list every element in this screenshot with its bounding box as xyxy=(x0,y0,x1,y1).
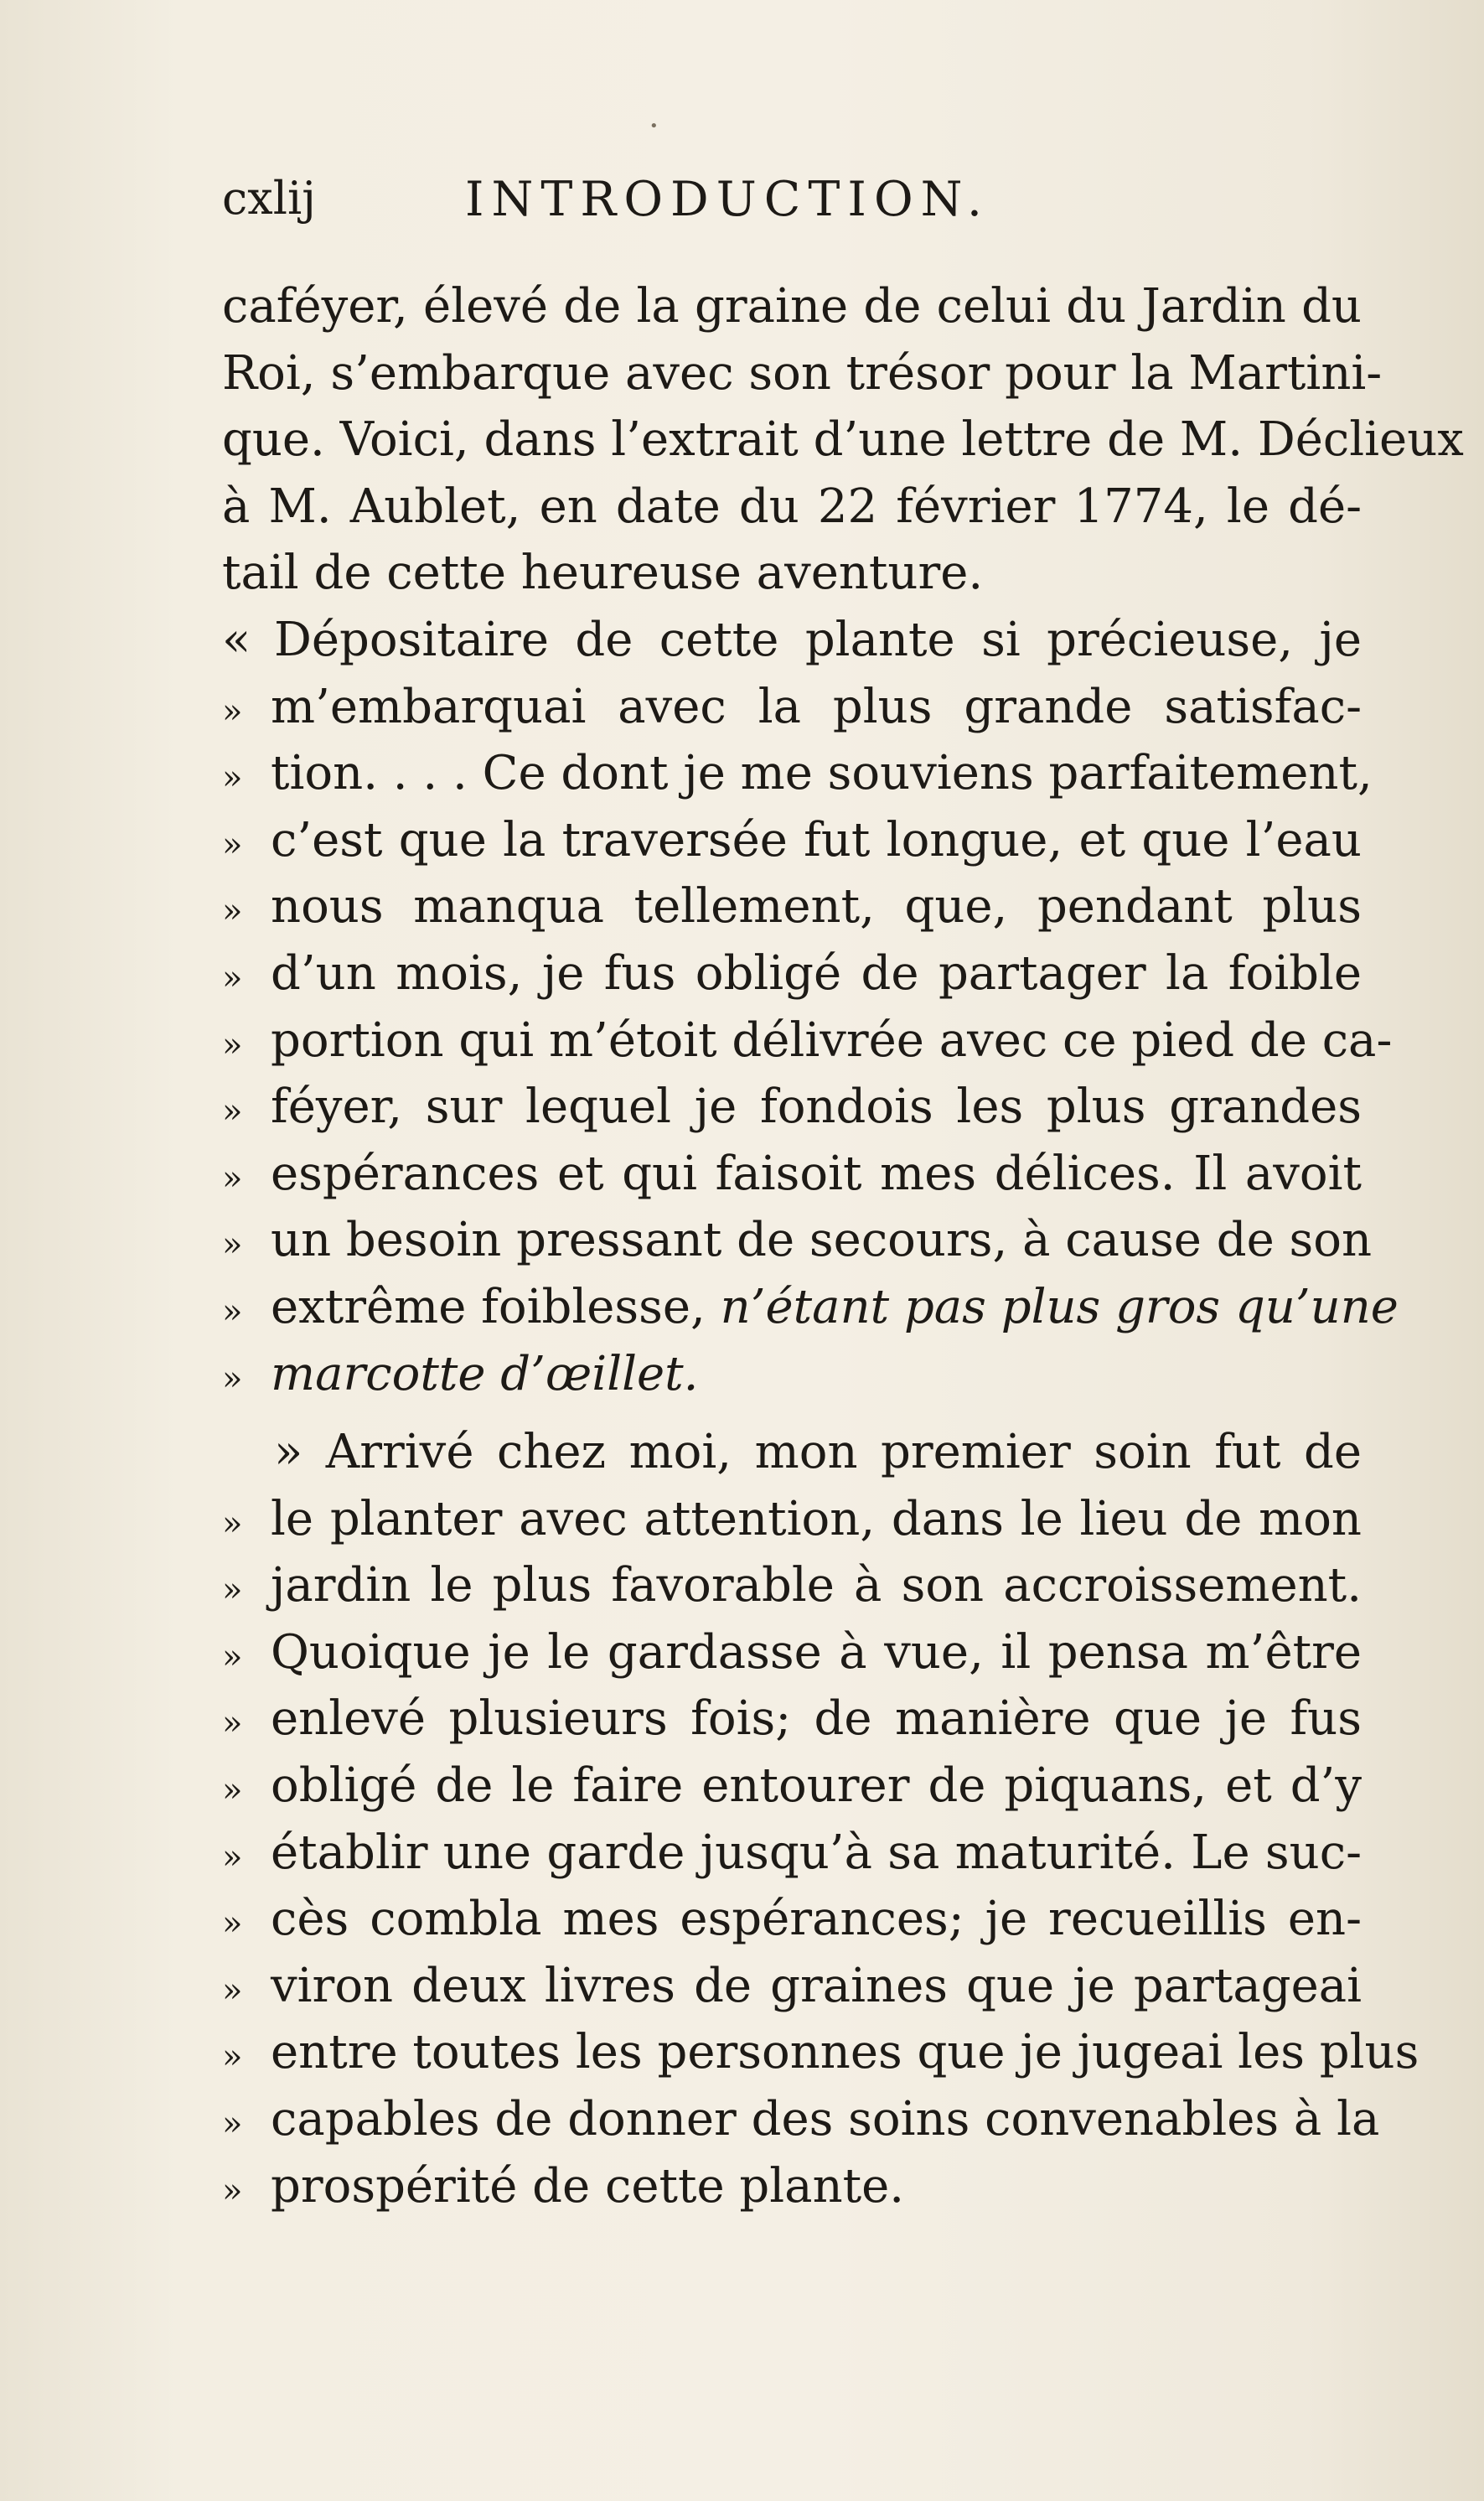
line-text: Dépositaire de cette plante si précieuse, je xyxy=(274,612,1362,667)
text-line xyxy=(222,1207,1373,1274)
page-number: cxlij xyxy=(222,172,316,225)
text-line xyxy=(222,1820,1362,1887)
quote-mark: » xyxy=(222,2105,243,2144)
text-line xyxy=(222,1886,1362,1953)
text-line xyxy=(222,1486,1362,1553)
line-text: m’embarquai avec la plus grande satisfac- xyxy=(271,679,1362,734)
line-text-italic: n’étant pas plus gros qu’une xyxy=(720,1279,1399,1334)
line-text: féyer, sur lequel je fondois les plus grandes xyxy=(271,1080,1362,1135)
line-text: Quoique je le gardasse à vue, il pensa m’être xyxy=(271,1624,1362,1680)
quote-mark: » xyxy=(222,892,243,931)
running-head: INTRODUCTION. xyxy=(465,172,990,227)
text-line xyxy=(222,873,1362,940)
line-text: entre toutes les personnes que je jugeai les plus xyxy=(271,2025,1419,2080)
text-line xyxy=(222,1685,1362,1753)
quote-mark: » xyxy=(222,1359,243,1398)
quote-mark: » xyxy=(222,1025,243,1064)
line-text: portion qui m’étoit délivrée avec ce pied de ca- xyxy=(271,1012,1393,1068)
quote-mark: » xyxy=(222,2171,243,2210)
line-text: obligé de le faire entourer de piquans, et d’y xyxy=(271,1758,1362,1814)
line-text: viron deux livres de graines que je partageai xyxy=(271,1958,1362,2013)
line-text: jardin le plus favorable à son accroissement. xyxy=(271,1558,1362,1613)
text-line xyxy=(222,1141,1362,1208)
text-line xyxy=(222,1619,1362,1686)
quote-mark: » xyxy=(222,958,243,997)
text-line xyxy=(222,2153,1362,2220)
quote-mark: » xyxy=(222,1704,243,1743)
quote-mark: » xyxy=(222,691,243,731)
line-text: capables de donner des soins convenables à la xyxy=(271,2092,1380,2147)
open-quote: « xyxy=(222,612,251,667)
text-line xyxy=(222,1007,1393,1074)
quote-mark: » xyxy=(222,1504,243,1543)
text-line xyxy=(222,1341,1362,1408)
text-line xyxy=(222,1074,1362,1141)
line-text: nous manqua tellement, que, pendant plus xyxy=(271,879,1362,935)
line-text: enlevé plusieurs fois; de manière que je fus xyxy=(271,1691,1362,1747)
quote-mark: » xyxy=(222,1970,243,2010)
quote-mark: » xyxy=(222,2038,243,2077)
quote-mark: » xyxy=(222,759,243,798)
text-line: que. Voici, dans l’extrait d’une lettre de M. Déclieux xyxy=(222,412,1464,468)
text-line: tail de cette heureuse aventure. xyxy=(222,546,984,601)
text-line xyxy=(222,2019,1419,2086)
text-line xyxy=(222,1753,1362,1820)
quote-mark: » xyxy=(222,1158,243,1198)
quote-mark: » xyxy=(222,1637,243,1676)
text-line xyxy=(222,2086,1380,2153)
text-line xyxy=(222,1419,1362,1486)
line-text: espérances et qui faisoit mes délices. Il avoit xyxy=(271,1146,1362,1201)
ink-dot: • xyxy=(649,117,659,135)
text-line xyxy=(222,1274,1399,1341)
text-line xyxy=(222,807,1362,874)
quote-mark: » xyxy=(222,825,243,864)
text-line xyxy=(222,740,1373,807)
line-text: d’un mois, je fus obligé de partager la foible xyxy=(271,945,1362,1001)
quote-mark: » xyxy=(222,1292,243,1331)
line-text: c’est que la traversée fut longue, et que l’eau xyxy=(271,812,1362,867)
line-text-italic: marcotte d’œillet. xyxy=(271,1346,699,1401)
line-text xyxy=(271,1274,1399,1341)
quote-mark: » xyxy=(222,1837,243,1877)
text-line xyxy=(222,607,1362,674)
text-line: caféyer, élevé de la graine de celui du Jardin du xyxy=(222,279,1362,334)
body-text xyxy=(222,273,1464,2219)
line-text: tion. . . . Ce dont je me souviens parfaitement, xyxy=(271,746,1373,801)
text-line xyxy=(222,1552,1362,1619)
quote-mark: » xyxy=(222,1092,243,1131)
line-text: un besoin pressant de secours, à cause de son xyxy=(271,1213,1373,1268)
text-line: à M. Aublet, en date du 22 février 1774, le dé- xyxy=(222,479,1362,534)
text-line xyxy=(222,940,1362,1007)
text-line: Roi, s’embarque avec son trésor pour la Martini- xyxy=(222,345,1383,401)
line-text: établir une garde jusqu’à sa maturité. Le suc- xyxy=(271,1825,1362,1880)
line-text: » Arrivé chez moi, mon premier soin fut de xyxy=(274,1425,1362,1480)
text-line xyxy=(222,674,1362,741)
paragraph-gap xyxy=(222,1407,1362,1419)
quote-mark: » xyxy=(222,1225,243,1265)
line-text: le planter avec attention, dans le lieu de mon xyxy=(271,1491,1362,1546)
page-header xyxy=(222,172,1362,239)
line-text-roman: extrême foiblesse, xyxy=(271,1279,706,1334)
quote-mark: » xyxy=(222,1571,243,1610)
text-line xyxy=(222,1953,1362,2020)
quote-mark: » xyxy=(222,1771,243,1810)
quote-mark: » xyxy=(222,1904,243,1944)
line-text: prospérité de cette plante. xyxy=(271,2158,905,2214)
line-text: cès combla mes espérances; je recueillis en- xyxy=(271,1892,1362,1947)
